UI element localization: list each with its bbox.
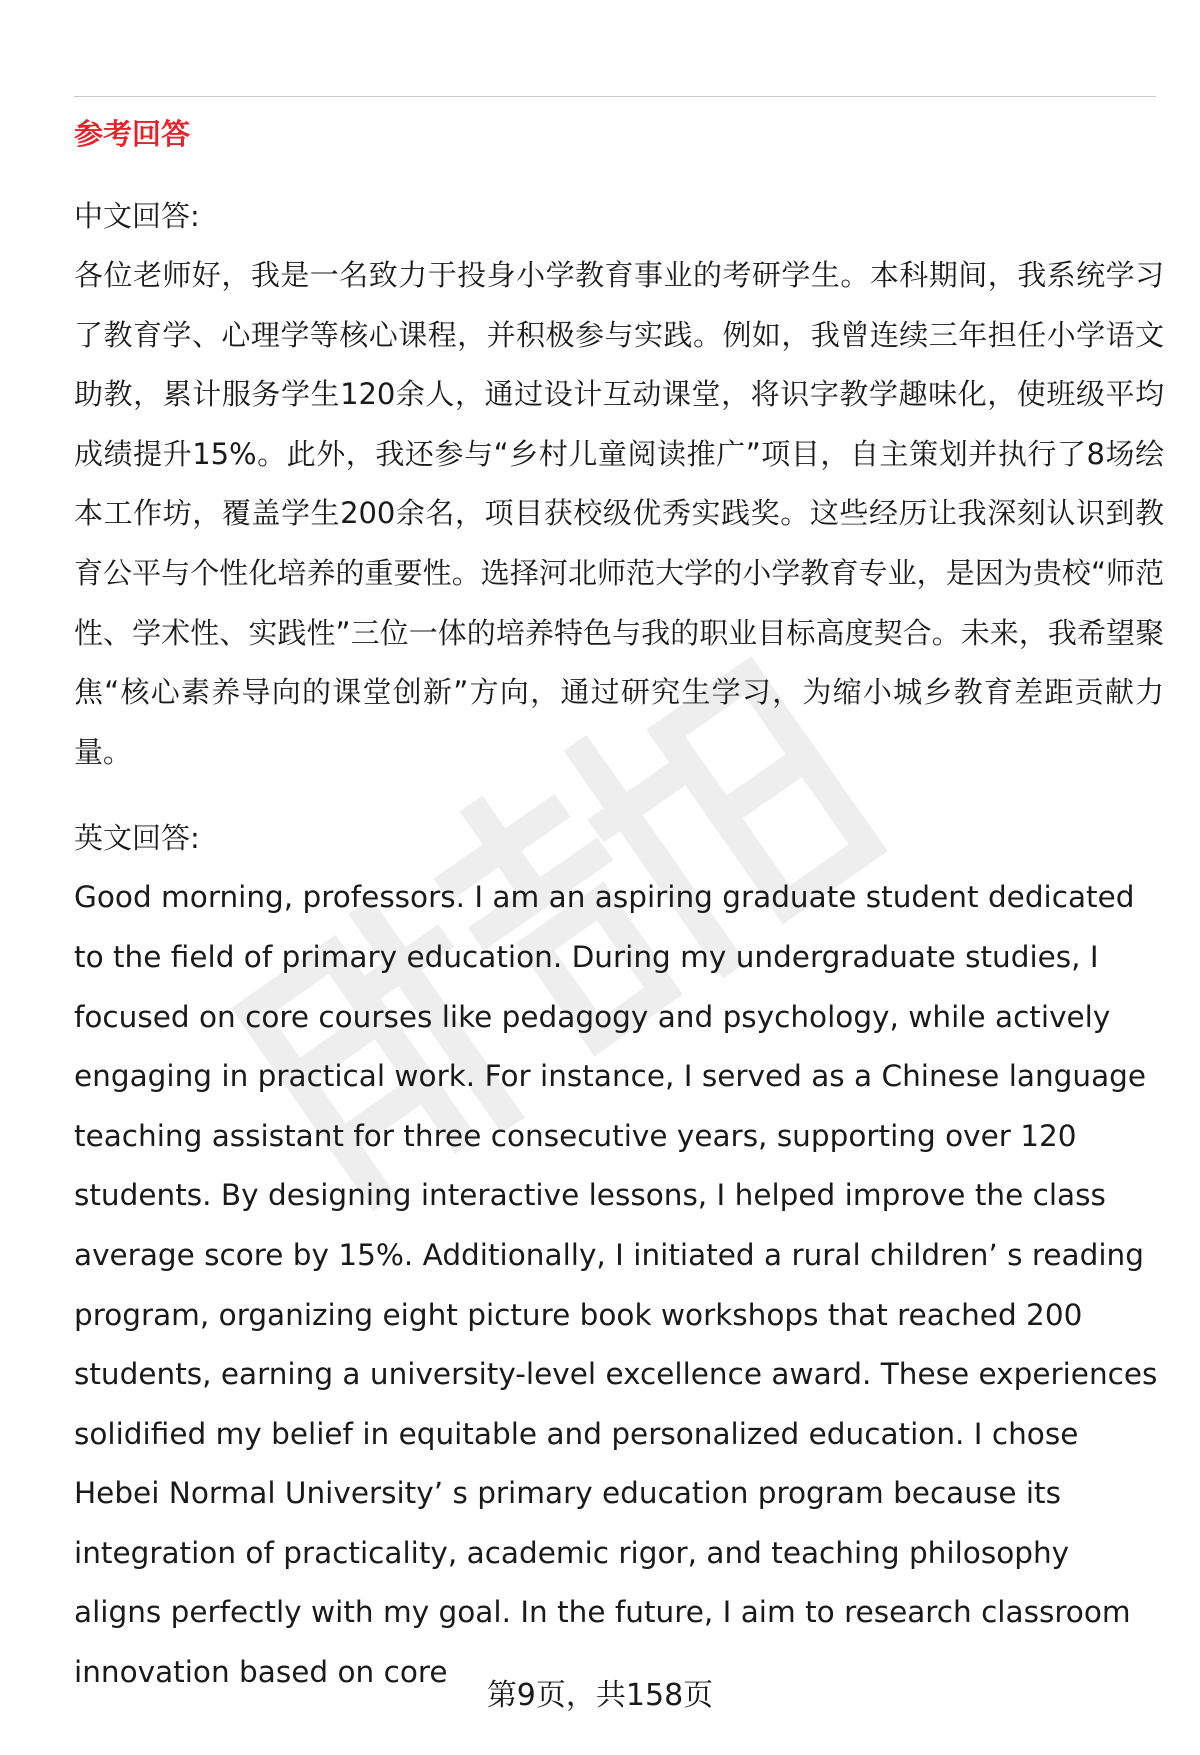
page-content [74,108,1164,1703]
reference-answer-heading: 参考回答 [74,117,191,151]
page-number-footer: 第9页，共158页 [486,1678,714,1713]
english-answer-label: 英文回答: [74,821,200,856]
english-answer-text: Good morning, professors. I am an aspiring graduate student dedicated to the field of primary education. During my undergraduate studies, I focused on core courses like pedagogy and psychology, while actively engaging in practical work. For instance, I served as a Chinese language teaching assistant for three consecutive years, supporting over 120 students. By designing interactive lessons, I helped improve the class average score by 15%. Additionally, I initiated a rural children’ s reading program, organizing eight picture book workshops that reached 200 students, earning a university-level excellence award. These experiences solidified my belief in equitable and personalized education. I chose Hebei Normal University’ s primary education program because its integration of practicality, academic rigor, and teaching philosophy aligns perfectly with my goal. In the future, I aim to research classroom innovation based on core [74,880,1158,1690]
chinese-answer-label: 中文回答: [74,199,200,233]
top-divider [74,96,1156,97]
chinese-answer-text: 各位老师好，我是一名致力于投身小学教育事业的考研学生。本科期间，我系统学习了教育学、心理学等核心课程，并积极参与实践。例如，我曾连续三年担任小学语文助教，累计服务学生120余人，通过设计互动课堂，将识字教学趣味化，使班级平均成绩提升15%。此外，我还参与“乡村儿童阅读推广”项目，自主策划并执行了8场绘本工作坊，覆盖学生200余名，项目获校级优秀实践奖。这些经历让我深刻认识到教育公平与个性化培养的重要性。选择河北师范大学的小学教育专业，是因为贵校“师范性、学术性、实践性”三位一体的培养特色与我的职业目标高度契合。未来，我希望聚焦“核心素养导向的课堂创新”方向，通过研究生学习，为缩小城乡教育差距贡献力量。 [74,258,1164,769]
